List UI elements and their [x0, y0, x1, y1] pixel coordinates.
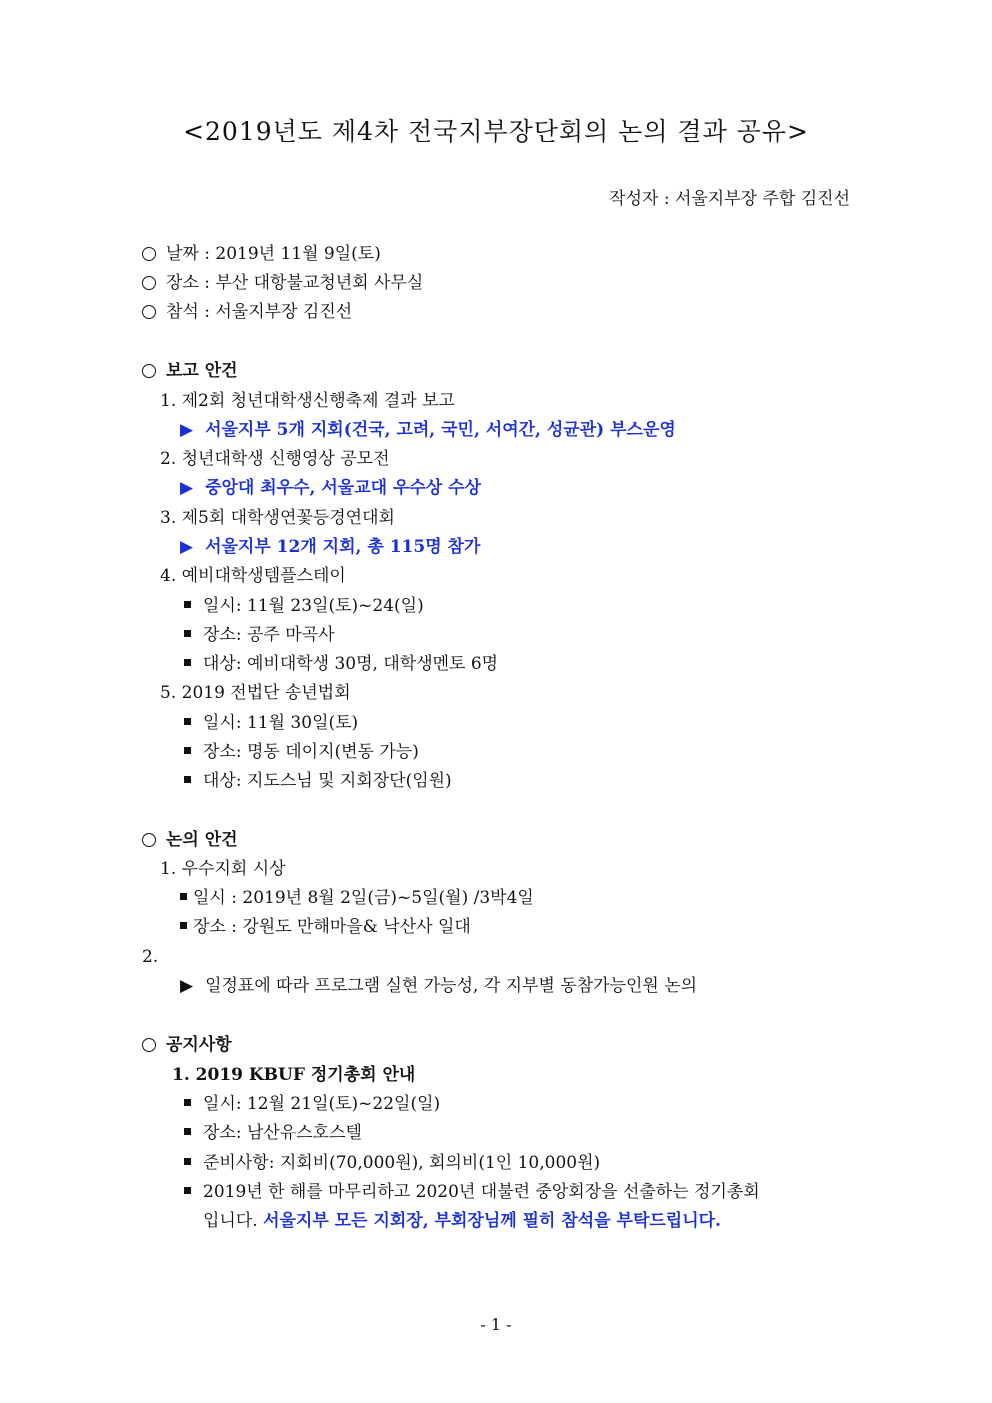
discussion-item-1: 1. 우수지회 시상 — [160, 859, 286, 879]
notice-bullet: 일시: 12월 21일(토)~22일(일) — [184, 1093, 440, 1115]
square-bullet-icon — [184, 1099, 191, 1106]
square-bullet-icon — [184, 718, 191, 725]
report-item-2-note: ▶ 중앙대 최우수, 서울교대 우수상 수상 — [180, 478, 481, 498]
report-item-5-bullet: 장소: 명동 데이지(변동 가능) — [184, 741, 419, 763]
triangle-bullet-icon: ▶ — [180, 976, 194, 996]
report-item-4-bullet: 장소: 공주 마곡사 — [184, 624, 335, 646]
meta-attendance: 참석 : 서울지부장 김진선 — [142, 301, 352, 323]
square-bullet-icon — [184, 747, 191, 754]
report-item-2: 2. 청년대학생 신행영상 공모전 — [160, 449, 390, 469]
report-item-4-bullet: 일시: 11월 23일(토)~24(일) — [184, 595, 424, 617]
report-item-5-bullet: 일시: 11월 30일(토) — [184, 712, 358, 734]
discussion-item-2-note: ▶ 일정표에 따라 프로그램 실현 가능성, 각 지부별 동참가능인원 논의 — [180, 976, 698, 996]
report-item-4: 4. 예비대학생템플스테이 — [160, 566, 346, 586]
square-bullet-icon — [184, 1158, 191, 1165]
report-item-3: 3. 제5회 대학생연꽃등경연대회 — [160, 508, 395, 528]
report-item-5-bullet: 대상: 지도스님 및 지회장단(임원) — [184, 770, 452, 792]
notice-bullet: 준비사항: 지회비(70,000원), 회의비(1인 10,000원) — [184, 1152, 600, 1174]
meta-date: 날짜 : 2019년 11월 9일(토) — [142, 243, 381, 265]
square-bullet-icon — [184, 601, 191, 608]
notice-heading: 공지사항 — [142, 1034, 232, 1056]
square-bullet-icon — [180, 922, 187, 929]
discussion-item-1-bullet: 장소 : 강원도 만해마을& 낙산사 일대 — [180, 916, 471, 938]
square-bullet-icon — [184, 1128, 191, 1135]
discussion-item-2: 2. — [142, 947, 159, 967]
report-item-4-bullet: 대상: 예비대학생 30명, 대학생멘토 6명 — [184, 653, 498, 675]
report-item-1: 1. 제2회 청년대학생신행축제 결과 보고 — [160, 391, 455, 411]
notice-item-1: 1. 2019 KBUF 정기총회 안내 — [172, 1065, 416, 1085]
discussion-item-1-bullet: 일시 : 2019년 8월 2일(금)~5일(월) /3박4일 — [180, 887, 534, 909]
triangle-bullet-icon: ▶ — [180, 478, 194, 498]
notice-bullet: 2019년 한 해를 마무리하고 2020년 대불련 중앙회장을 선출하는 정기총회 — [184, 1181, 760, 1203]
notice-bullet-continuation: 입니다. 서울지부 모든 지회장, 부회장님께 필히 참석을 부탁드립니다. — [203, 1211, 721, 1231]
triangle-bullet-icon: ▶ — [180, 420, 194, 440]
author-line: 작성자 : 서울지부장 주합 김진선 — [609, 189, 850, 209]
circle-bullet-icon — [142, 305, 156, 319]
circle-bullet-icon — [142, 1038, 156, 1052]
report-item-3-note: ▶ 서울지부 12개 지회, 총 115명 참가 — [180, 537, 481, 557]
report-heading: 보고 안건 — [142, 360, 238, 382]
square-bullet-icon — [184, 1187, 191, 1194]
report-item-5: 5. 2019 전법단 송년법회 — [160, 683, 351, 703]
triangle-bullet-icon: ▶ — [180, 537, 194, 557]
page-number: - 1 - — [480, 1315, 512, 1334]
square-bullet-icon — [184, 776, 191, 783]
circle-bullet-icon — [142, 247, 156, 261]
notice-emphasis: 서울지부 모든 지회장, 부회장님께 필히 참석을 부탁드립니다. — [263, 1211, 721, 1231]
discussion-heading: 논의 안건 — [142, 829, 238, 851]
notice-bullet: 장소: 남산유스호스텔 — [184, 1122, 362, 1144]
square-bullet-icon — [180, 893, 187, 900]
circle-bullet-icon — [142, 364, 156, 378]
circle-bullet-icon — [142, 276, 156, 290]
meta-place: 장소 : 부산 대항불교청년회 사무실 — [142, 272, 423, 294]
report-item-1-note: ▶ 서울지부 5개 지회(건국, 고려, 국민, 서여간, 성균관) 부스운영 — [180, 420, 676, 440]
square-bullet-icon — [184, 659, 191, 666]
square-bullet-icon — [184, 630, 191, 637]
circle-bullet-icon — [142, 833, 156, 847]
document-title: <2019년도 제4차 전국지부장단회의 논의 결과 공유> — [183, 117, 809, 146]
